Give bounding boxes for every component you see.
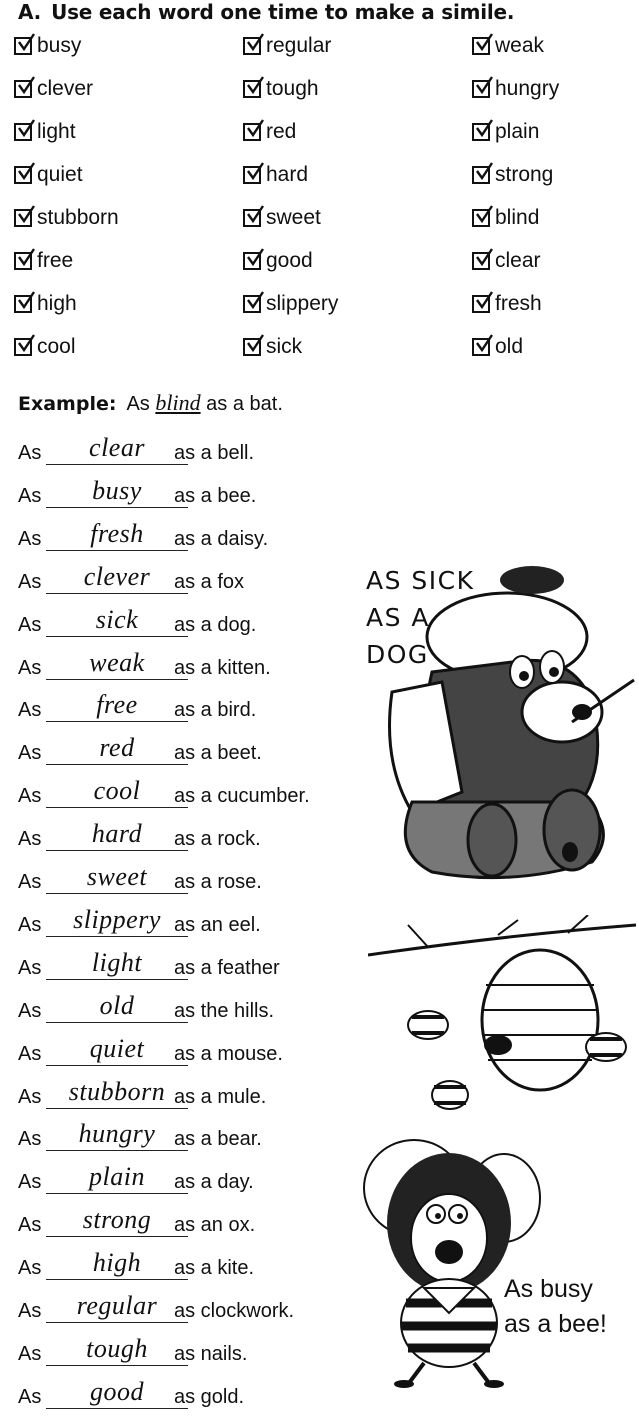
word-bank-word: plain: [495, 120, 540, 143]
simile-answer: stubborn: [68, 1077, 166, 1106]
simile-line: [18, 1377, 358, 1412]
word-bank-item[interactable]: [472, 249, 541, 273]
simile-comparison: as a bird.: [174, 699, 257, 721]
word-bank-word: free: [37, 249, 74, 272]
word-bank-item[interactable]: [243, 335, 302, 359]
simile-as: As: [18, 528, 42, 550]
simile-comparison: as a rock.: [174, 828, 261, 850]
simile-comparison: as a day.: [174, 1171, 254, 1193]
simile-as: As: [18, 1214, 42, 1236]
simile-line: [18, 648, 358, 683]
beehive-illustration: [368, 915, 638, 1120]
simile-answer-blank[interactable]: [46, 1119, 188, 1151]
simile-answer: tough: [86, 1334, 148, 1363]
checkbox-checked-icon[interactable]: [14, 209, 32, 227]
simile-as: As: [18, 1128, 42, 1150]
simile-line: [18, 948, 358, 983]
simile-answer-blank[interactable]: [46, 1034, 188, 1066]
checkbox-checked-icon[interactable]: [243, 80, 261, 98]
word-bank-item[interactable]: [472, 292, 542, 316]
simile-as: As: [18, 657, 42, 679]
word-bank-item[interactable]: [243, 206, 321, 230]
word-bank-word: hungry: [495, 77, 560, 100]
word-bank-item[interactable]: [243, 249, 313, 273]
simile-comparison: as gold.: [174, 1386, 245, 1408]
simile-line: [18, 1291, 358, 1326]
simile-answer: weak: [89, 648, 145, 677]
simile-answer: high: [92, 1248, 142, 1277]
simile-comparison: as a bee.: [174, 485, 257, 507]
checkbox-checked-icon[interactable]: [14, 166, 32, 184]
simile-answer: slippery: [73, 905, 161, 934]
simile-as: As: [18, 485, 42, 507]
word-bank-item[interactable]: [14, 206, 119, 230]
simile-line: [18, 1034, 358, 1069]
simile-comparison: as a kitten.: [174, 657, 271, 679]
word-bank-item[interactable]: [472, 77, 559, 101]
simile-as: As: [18, 1386, 42, 1408]
checkbox-checked-icon[interactable]: [472, 209, 490, 227]
simile-answer: light: [91, 948, 143, 977]
simile-as: As: [18, 1257, 42, 1279]
simile-as: As: [18, 785, 42, 807]
checkbox-checked-icon[interactable]: [14, 295, 32, 313]
word-bank-item[interactable]: [243, 120, 296, 144]
word-bank-item[interactable]: [14, 77, 93, 101]
simile-as: As: [18, 1300, 42, 1322]
simile-line: [18, 905, 358, 940]
simile-line: [18, 562, 358, 597]
dog-caption-line: AS SICK: [366, 566, 475, 595]
simile-comparison: as a fox: [174, 571, 245, 593]
checkbox-checked-icon[interactable]: [243, 209, 261, 227]
example-line: [18, 390, 283, 416]
simile-as: As: [18, 614, 42, 636]
simile-comparison: as a feather: [174, 957, 280, 979]
simile-answer: regular: [76, 1291, 158, 1320]
bee-caption-line: as a bee!: [504, 1310, 607, 1338]
word-bank-item[interactable]: [14, 249, 73, 273]
word-bank-word: light: [37, 120, 76, 143]
checkbox-checked-icon[interactable]: [472, 252, 490, 270]
simile-as: As: [18, 442, 42, 464]
simile-line: [18, 1248, 358, 1283]
simile-answer-blank[interactable]: [46, 1334, 188, 1366]
word-bank-word: tough: [266, 77, 319, 100]
checkbox-checked-icon[interactable]: [14, 123, 32, 141]
simile-answer-blank[interactable]: [46, 1077, 188, 1109]
simile-as: As: [18, 742, 42, 764]
checkbox-checked-icon[interactable]: [14, 37, 32, 55]
simile-comparison: as a rose.: [174, 871, 262, 893]
simile-comparison: as a bear.: [174, 1128, 262, 1150]
word-bank-row: [0, 335, 639, 369]
exercise-heading: [18, 0, 514, 24]
checkbox-checked-icon[interactable]: [14, 338, 32, 356]
simile-answer: fresh: [90, 519, 144, 548]
word-bank-item[interactable]: [243, 163, 308, 187]
simile-answer-blank[interactable]: [46, 1162, 188, 1194]
word-bank-item[interactable]: [472, 206, 539, 230]
word-bank-item[interactable]: [14, 120, 76, 144]
simile-answer: sick: [95, 605, 139, 634]
word-bank-word: old: [495, 335, 524, 358]
dog-caption-line: DOG: [366, 640, 429, 669]
simile-answer-blank[interactable]: [46, 1291, 188, 1323]
dog-caption-line: AS A: [366, 603, 431, 632]
word-bank-word: clever: [37, 77, 94, 100]
simile-answer: quiet: [89, 1034, 145, 1063]
example-as: As: [126, 393, 150, 415]
word-bank-item[interactable]: [472, 34, 544, 58]
simile-line: [18, 519, 358, 554]
simile-line: [18, 1077, 358, 1112]
simile-line: [18, 1119, 358, 1154]
simile-comparison: as a mule.: [174, 1086, 267, 1108]
word-bank-word: quiet: [37, 163, 83, 186]
simile-answer-blank[interactable]: [46, 433, 188, 465]
word-bank-item[interactable]: [14, 163, 83, 187]
word-bank-word: clear: [495, 249, 541, 272]
checkbox-checked-icon[interactable]: [14, 252, 32, 270]
simile-comparison: as an eel.: [174, 914, 261, 936]
simile-answer: strong: [82, 1205, 152, 1234]
word-bank-word: sick: [266, 335, 303, 358]
simile-line: [18, 776, 358, 811]
simile-answer-blank[interactable]: [46, 905, 188, 937]
word-bank-row: [0, 77, 639, 111]
word-bank-item[interactable]: [472, 120, 539, 144]
word-bank-word: busy: [37, 34, 82, 57]
simile-line: [18, 991, 358, 1026]
simile-line: [18, 819, 358, 854]
simile-comparison: as a beet.: [174, 742, 262, 764]
simile-as: As: [18, 914, 42, 936]
example-word: blind: [155, 390, 201, 415]
simile-line: [18, 1205, 358, 1240]
simile-comparison: as a bell.: [174, 442, 255, 464]
simile-comparison: as a dog.: [174, 614, 257, 636]
simile-as: As: [18, 957, 42, 979]
simile-answer: red: [99, 733, 135, 762]
simile-answer-blank[interactable]: [46, 733, 188, 765]
simile-answer: clever: [83, 562, 151, 591]
simile-comparison: as a cucumber.: [174, 785, 310, 807]
example-rest: as a bat.: [206, 393, 283, 415]
checkbox-checked-icon[interactable]: [472, 295, 490, 313]
simile-answer: hungry: [78, 1119, 156, 1148]
simile-answer: busy: [92, 476, 142, 505]
example-label: Example:: [18, 393, 117, 415]
simile-line: [18, 690, 358, 725]
simile-comparison: as a mouse.: [174, 1043, 283, 1065]
checkbox-checked-icon[interactable]: [243, 338, 261, 356]
simile-comparison: as a kite.: [174, 1257, 255, 1279]
word-bank-word: blind: [495, 206, 540, 229]
simile-as: As: [18, 1043, 42, 1065]
word-bank-item[interactable]: [14, 34, 81, 58]
checkbox-checked-icon[interactable]: [243, 123, 261, 141]
simile-answer-blank[interactable]: [46, 562, 188, 594]
simile-answer-blank[interactable]: [46, 991, 188, 1023]
word-bank-word: weak: [495, 34, 545, 57]
word-bank-row: [0, 206, 639, 240]
simile-line: [18, 1162, 358, 1197]
simile-answer: plain: [89, 1162, 145, 1191]
checkbox-checked-icon[interactable]: [243, 37, 261, 55]
simile-answer-blank[interactable]: [46, 605, 188, 637]
simile-as: As: [18, 571, 42, 593]
word-bank-item[interactable]: [472, 163, 553, 187]
word-bank-row: [0, 249, 639, 283]
simile-line: [18, 1334, 358, 1369]
word-bank-word: strong: [495, 163, 554, 186]
simile-answer-blank[interactable]: [46, 862, 188, 894]
simile-line: [18, 733, 358, 768]
word-bank-word: sweet: [266, 206, 321, 229]
word-bank-word: hard: [266, 163, 309, 186]
simile-answer-blank[interactable]: [46, 948, 188, 980]
simile-answer: good: [90, 1377, 144, 1406]
simile-line: [18, 862, 358, 897]
simile-comparison: as a daisy.: [174, 528, 269, 550]
simile-comparison: as nails.: [174, 1343, 248, 1365]
bee-caption-line: As busy: [504, 1275, 593, 1303]
word-bank-word: stubborn: [37, 206, 119, 229]
word-bank-item[interactable]: [243, 77, 319, 101]
simile-comparison: as clockwork.: [174, 1300, 295, 1322]
checkbox-checked-icon[interactable]: [472, 80, 490, 98]
sick-dog-illustration: [372, 562, 638, 892]
simile-answer-blank[interactable]: [46, 476, 188, 508]
simile-answer: old: [99, 991, 135, 1020]
simile-answer-blank[interactable]: [46, 690, 188, 722]
bee-caption: [504, 1272, 607, 1342]
simile-comparison: as an ox.: [174, 1214, 256, 1236]
simile-line: [18, 433, 358, 468]
checkbox-checked-icon[interactable]: [243, 252, 261, 270]
simile-answer-blank[interactable]: [46, 1377, 188, 1409]
word-bank-row: [0, 292, 639, 326]
simile-answer: free: [96, 690, 138, 719]
word-bank-word: good: [266, 249, 313, 272]
word-bank-item[interactable]: [472, 335, 523, 359]
simile-answer-blank[interactable]: [46, 819, 188, 851]
simile-answer: hard: [91, 819, 143, 848]
simile-answer-blank[interactable]: [46, 1205, 188, 1237]
checkbox-checked-icon[interactable]: [472, 338, 490, 356]
checkbox-checked-icon[interactable]: [472, 123, 490, 141]
simile-answer-blank[interactable]: [46, 1248, 188, 1280]
checkbox-checked-icon[interactable]: [472, 37, 490, 55]
word-bank-word: slippery: [266, 292, 339, 315]
simile-as: As: [18, 871, 42, 893]
simile-as: As: [18, 1343, 42, 1365]
word-bank-row: [0, 163, 639, 197]
word-bank-word: high: [37, 292, 77, 315]
word-bank-word: fresh: [495, 292, 542, 315]
checkbox-checked-icon[interactable]: [472, 166, 490, 184]
simile-answer-blank[interactable]: [46, 776, 188, 808]
word-bank-item[interactable]: [14, 335, 76, 359]
busy-bee-girl-illustration: [354, 1128, 544, 1388]
simile-answer-blank[interactable]: [46, 519, 188, 551]
word-bank-word: red: [266, 120, 297, 143]
simile-as: As: [18, 1000, 42, 1022]
checkbox-checked-icon[interactable]: [243, 295, 261, 313]
simile-line: [18, 605, 358, 640]
word-bank-row: [0, 34, 639, 68]
word-bank-word: cool: [37, 335, 76, 358]
simile-as: As: [18, 828, 42, 850]
simile-as: As: [18, 1171, 42, 1193]
simile-as: As: [18, 699, 42, 721]
checkbox-checked-icon[interactable]: [14, 80, 32, 98]
word-bank-item[interactable]: [243, 34, 331, 58]
simile-comparison: as the hills.: [174, 1000, 275, 1022]
simile-answer: sweet: [86, 862, 148, 891]
word-bank-word: regular: [266, 34, 332, 57]
word-bank-row: [0, 120, 639, 154]
exercise-label: A.: [18, 0, 42, 24]
word-bank-item[interactable]: [14, 292, 77, 316]
simile-answer: clear: [89, 433, 145, 462]
exercise-instruction: Use each word one time to make a simile.: [51, 0, 515, 24]
simile-answer: cool: [93, 776, 141, 805]
simile-as: As: [18, 1086, 42, 1108]
simile-answer-blank[interactable]: [46, 648, 188, 680]
word-bank-item[interactable]: [243, 292, 338, 316]
simile-line: [18, 476, 358, 511]
checkbox-checked-icon[interactable]: [243, 166, 261, 184]
